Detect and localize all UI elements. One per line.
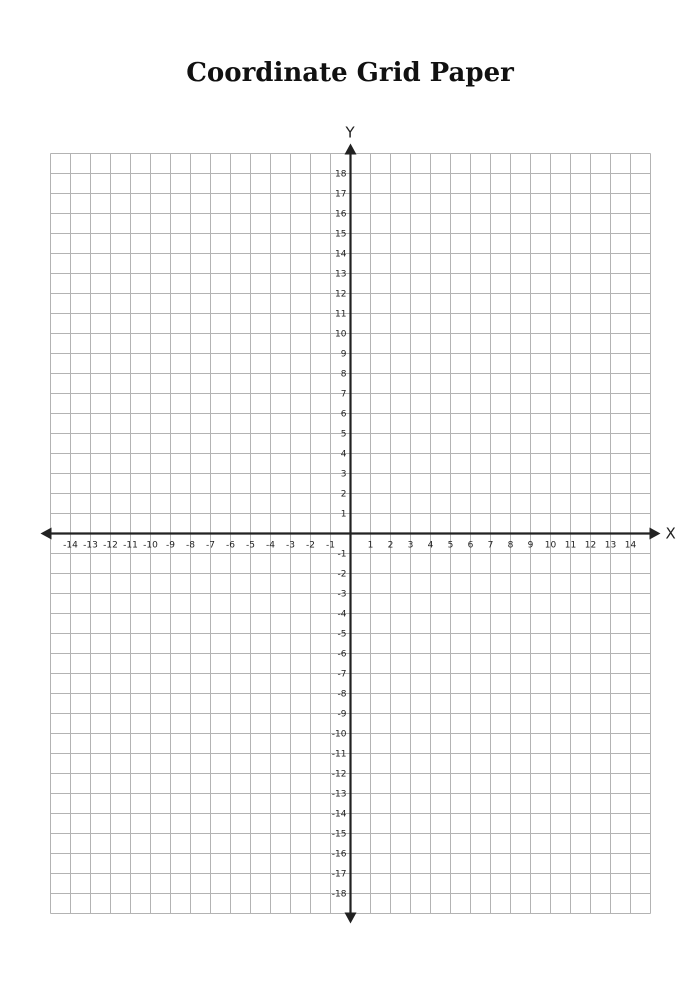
x-tick-label: -14 bbox=[63, 540, 78, 551]
y-tick-label: 4 bbox=[340, 449, 347, 460]
y-tick-label: -2 bbox=[337, 569, 347, 580]
x-tick-label: -7 bbox=[206, 540, 215, 551]
x-tick-label: -8 bbox=[186, 540, 195, 551]
y-tick-label: 7 bbox=[340, 389, 347, 400]
y-tick-label: -12 bbox=[331, 769, 347, 780]
y-tick-label: 12 bbox=[335, 289, 347, 300]
y-tick-label: -16 bbox=[331, 849, 347, 860]
y-tick-label: -6 bbox=[337, 649, 347, 660]
x-tick-label: -9 bbox=[166, 540, 175, 551]
y-tick-label: 18 bbox=[335, 169, 347, 180]
x-tick-label: -11 bbox=[123, 540, 138, 551]
y-tick-label: 10 bbox=[335, 329, 347, 340]
x-tick-label: -6 bbox=[226, 540, 235, 551]
y-tick-label: -7 bbox=[337, 669, 347, 680]
y-tick-label: 13 bbox=[335, 269, 347, 280]
y-tick-label: -9 bbox=[337, 709, 347, 720]
x-tick-label: 8 bbox=[507, 540, 514, 551]
y-tick-label: -4 bbox=[337, 609, 347, 620]
x-tick-label: -5 bbox=[246, 540, 255, 551]
x-tick-label: 4 bbox=[427, 540, 434, 551]
y-axis-up-arrow bbox=[345, 144, 357, 155]
y-tick-label: -11 bbox=[331, 749, 347, 760]
y-axis-label: Y bbox=[345, 123, 355, 142]
x-tick-label: 11 bbox=[564, 540, 577, 551]
y-tick-label: 5 bbox=[340, 429, 347, 440]
y-tick-label: -18 bbox=[331, 889, 347, 900]
y-axis-down-arrow bbox=[345, 913, 357, 924]
y-tick-label: -5 bbox=[337, 629, 347, 640]
y-tick-label: 2 bbox=[340, 489, 347, 500]
y-tick-label: 15 bbox=[335, 229, 347, 240]
x-tick-label: 2 bbox=[387, 540, 394, 551]
y-tick-label: 6 bbox=[340, 409, 347, 420]
x-tick-label: -13 bbox=[83, 540, 98, 551]
x-tick-label: 14 bbox=[624, 540, 637, 551]
x-tick-label: 1 bbox=[367, 540, 374, 551]
x-tick-label: 9 bbox=[527, 540, 534, 551]
y-tick-label: -10 bbox=[331, 729, 347, 740]
x-tick-label: -2 bbox=[306, 540, 315, 551]
y-tick-label: 8 bbox=[340, 369, 347, 380]
y-tick-label: -14 bbox=[331, 809, 347, 820]
y-tick-label: -13 bbox=[331, 789, 347, 800]
y-tick-label: 9 bbox=[340, 349, 347, 360]
x-tick-label: -1 bbox=[326, 540, 335, 551]
x-tick-label: 3 bbox=[407, 540, 414, 551]
y-tick-label: 3 bbox=[340, 469, 347, 480]
x-tick-label: 6 bbox=[467, 540, 474, 551]
axes bbox=[41, 144, 661, 924]
x-axis-label: X bbox=[665, 524, 676, 543]
x-tick-label: 13 bbox=[604, 540, 617, 551]
x-tick-label: 5 bbox=[447, 540, 454, 551]
x-tick-label: 12 bbox=[584, 540, 597, 551]
y-tick-label: 11 bbox=[335, 309, 347, 320]
x-tick-label: 7 bbox=[487, 540, 494, 551]
y-tick-label: -15 bbox=[331, 829, 347, 840]
page-title: Coordinate Grid Paper bbox=[186, 58, 514, 88]
x-tick-label: -4 bbox=[266, 540, 275, 551]
y-tick-label: -1 bbox=[337, 549, 347, 560]
y-tick-label: -3 bbox=[337, 589, 347, 600]
x-tick-label: -12 bbox=[103, 540, 118, 551]
x-axis-left-arrow bbox=[41, 528, 52, 540]
x-tick-label: -3 bbox=[286, 540, 295, 551]
y-tick-label: 17 bbox=[335, 189, 347, 200]
x-tick-label: -10 bbox=[143, 540, 158, 551]
y-tick-label: -17 bbox=[331, 869, 347, 880]
x-axis-right-arrow bbox=[650, 528, 661, 540]
y-tick-label: 1 bbox=[340, 509, 347, 520]
y-tick-label: 16 bbox=[335, 209, 347, 220]
x-tick-label: 10 bbox=[544, 540, 557, 551]
y-tick-label: 14 bbox=[335, 249, 347, 260]
y-tick-label: -8 bbox=[337, 689, 347, 700]
